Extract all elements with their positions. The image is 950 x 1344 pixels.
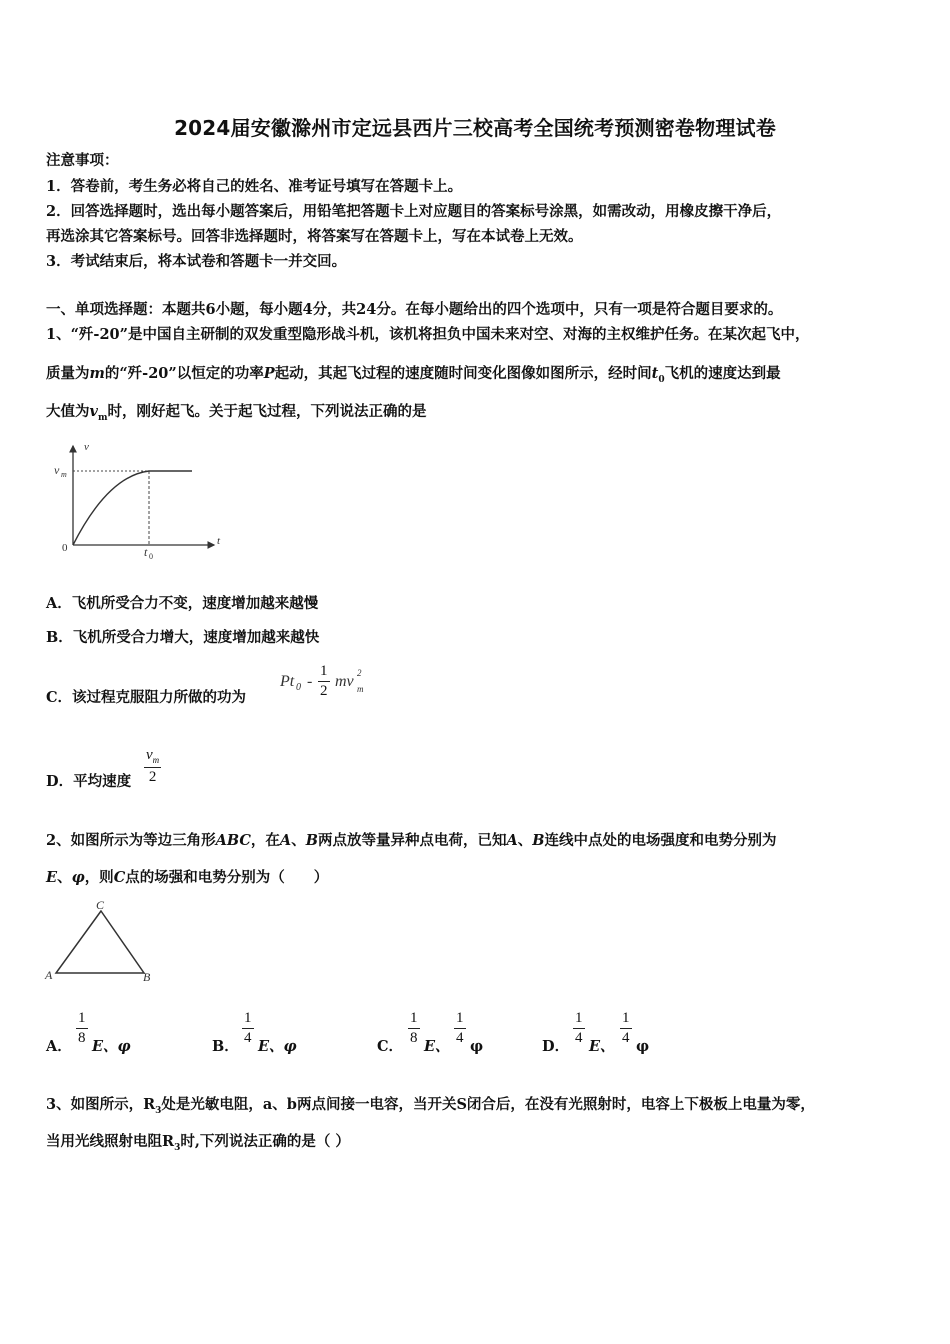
graph-t0-sub: 0 xyxy=(149,552,153,561)
page-title: 2024届安徽滁州市定远县西片三校高考全国统考预测密卷物理试卷 xyxy=(174,116,776,140)
q2-option-d-label: D． xyxy=(542,1038,570,1055)
graph-velocity-curve xyxy=(73,471,192,545)
q1-option-b: B．飞机所受合力增大，速度增加越来越快 xyxy=(46,629,320,646)
q2-option-a-tail: E、φ xyxy=(92,1038,131,1055)
notice-item-3: 3．考试结束后，将本试卷和答题卡一并交回。 xyxy=(46,253,347,270)
fraction-one-half: 1 2 xyxy=(320,663,328,699)
graph-t0-label: t xyxy=(144,545,148,559)
q2-option-d-fraction-1: 1 4 xyxy=(575,1010,583,1046)
q2-option-c-mid: E、 xyxy=(424,1038,450,1055)
vertex-c-label: C xyxy=(96,898,105,912)
q1-option-d: D．平均速度 xyxy=(46,773,132,790)
graph-v-label: v xyxy=(84,441,89,453)
graph-t-label: t xyxy=(217,535,221,547)
q1-line-3: 大值为$v_m$时，刚好起飞。关于起飞过程，下列说法正确的是 xyxy=(46,403,427,423)
vertex-b-label: B xyxy=(143,970,151,984)
q1-line-1: 1、“歼-20”是中国自主研制的双发重型隐形战斗机，该机将担负中国未来对空、对海的主权维护任务。在某次起飞中， xyxy=(46,326,810,343)
vertex-a-label: A xyxy=(45,968,53,982)
q2-line-1: 2、如图所示为等边三角形ABC，在A、B两点放等量异种点电荷，已知A、B连线中点处的电场强度和电势分别为 xyxy=(46,832,777,849)
q2-option-b-label: B． xyxy=(212,1038,239,1055)
graph-vm-sub: m xyxy=(61,470,67,479)
q2-option-b-fraction: 1 4 xyxy=(244,1010,252,1046)
q1-option-c-formula: Pt 0 - 1 2 mv 2 m xyxy=(280,663,364,699)
q3-line-2: 当用光线照射电阻$R_3$时,下列说法正确的是（ ） xyxy=(46,1133,350,1153)
q2-option-a-label: A． xyxy=(46,1038,72,1055)
velocity-time-graph xyxy=(46,438,236,563)
q2-option-c-tail: φ xyxy=(470,1038,484,1055)
graph-vm-label: v xyxy=(54,463,60,477)
q2-option-c-fraction-2: 1 4 xyxy=(456,1010,464,1046)
q2-option-a-fraction: 1 8 xyxy=(78,1010,86,1046)
notice-item-1: 1．答卷前，考生务必将自己的姓名、准考证号填写在答题卡上。 xyxy=(46,178,463,195)
q1-option-c: C．该过程克服阻力所做的功为 xyxy=(46,689,247,706)
notice-item-2-line-1: 2．回答选择题时，选出每小题答案后，用铅笔把答题卡上对应题目的答案标号涂黑，如需改动，用橡皮擦干净后， xyxy=(46,203,782,220)
notice-heading: 注意事项： xyxy=(46,152,119,169)
triangle-abc xyxy=(56,911,144,973)
graph-origin-label: 0 xyxy=(62,542,68,554)
q2-option-c-label: C． xyxy=(377,1038,404,1055)
q2-option-d-fraction-2: 1 4 xyxy=(622,1010,630,1046)
q2-line-2: E、φ，则C点的场强和电势分别为（ ） xyxy=(46,869,329,886)
q2-option-d-tail: φ xyxy=(636,1038,650,1055)
notice-item-2-line-2: 再选涂其它答案标号。回答非选择题时，将答案写在答题卡上，写在本试卷上无效。 xyxy=(46,228,583,245)
q2-option-d-mid: E、 xyxy=(589,1038,615,1055)
q2-option-b-tail: E、φ xyxy=(258,1038,297,1055)
q2-option-c-fraction-1: 1 8 xyxy=(410,1010,418,1046)
equilateral-triangle-diagram xyxy=(44,897,159,985)
q1-option-a: A．飞机所受合力不变，速度增加越来越慢 xyxy=(46,595,319,612)
q3-line-1: 3、如图所示，$R_3$处是光敏电阻，a、b两点间接一电容，当开关S闭合后，在没有光照射时，电容上下极板上电量为零， xyxy=(46,1096,815,1116)
fraction-vm-over-2: $v_m$ 2 xyxy=(146,747,160,785)
q1-line-2: 质量为m的“歼-20”以恒定的功率P起动，其起飞过程的速度随时间变化图像如图所示，经时间$t_0$飞机的速度达到最 xyxy=(46,365,781,385)
section-1-heading: 一、单项选择题：本题共6小题，每小题4分，共24分。在每小题给出的四个选项中，只有一项是符合题目要求的。 xyxy=(46,301,783,318)
